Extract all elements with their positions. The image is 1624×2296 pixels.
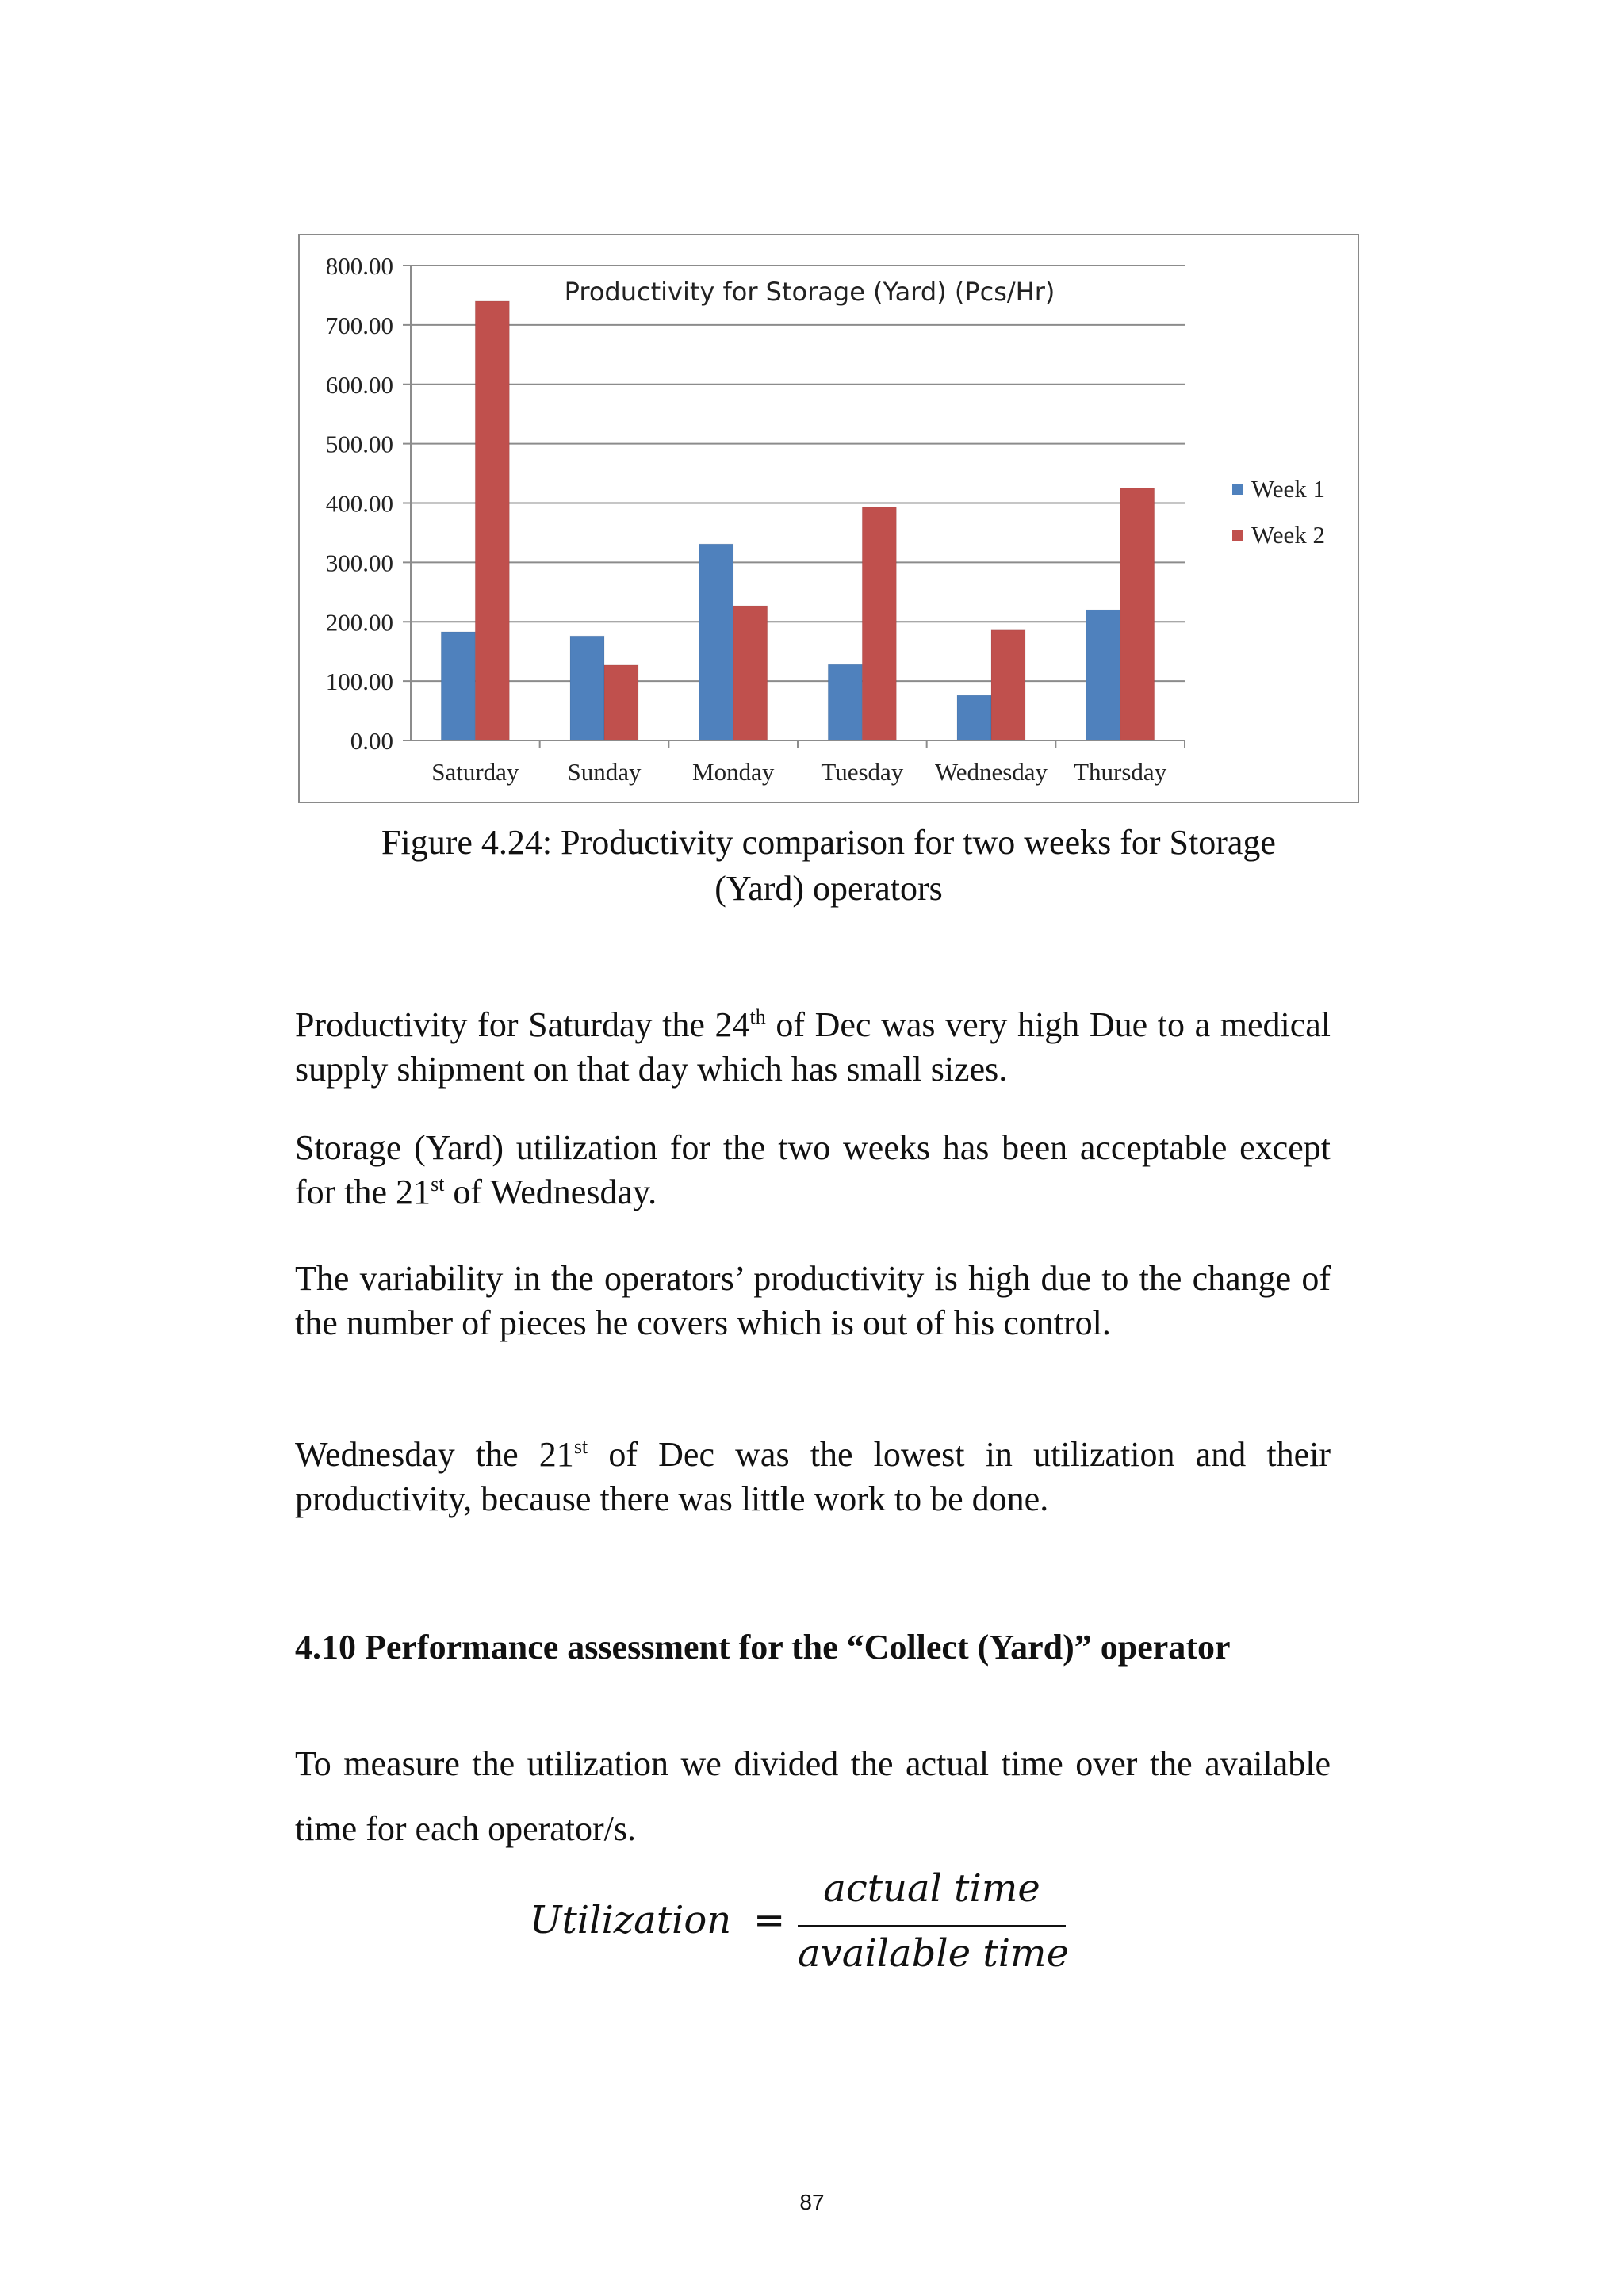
y-tick-label: 500.00 xyxy=(325,430,393,458)
bars xyxy=(441,301,1154,740)
x-category-label: Monday xyxy=(692,758,775,786)
bar-week-2-sunday xyxy=(604,665,638,740)
p1-text-a: Productivity for Saturday the 24 xyxy=(295,1005,750,1044)
axes xyxy=(403,266,1185,748)
bar-week-2-monday xyxy=(733,606,768,740)
p4-text-a: Wednesday the 21 xyxy=(295,1435,574,1474)
section-heading: 4.10 Performance assessment for the “Collect (Yard)” operator xyxy=(295,1628,1231,1667)
x-category-label: Thursday xyxy=(1074,758,1167,786)
p2-superscript: st xyxy=(431,1173,445,1196)
p1-text-b: of Dec was very high Due to a medical supply shipment on that day which has small sizes. xyxy=(295,1005,1331,1089)
paragraph-wednesday xyxy=(295,1433,1331,1521)
p4-superscript: st xyxy=(573,1435,588,1458)
figure-caption xyxy=(298,820,1359,912)
formula-denominator: available time xyxy=(798,1931,1069,1976)
y-tick-label: 200.00 xyxy=(325,608,393,637)
y-tick-label: 400.00 xyxy=(325,489,393,518)
x-category-label: Tuesday xyxy=(821,758,904,786)
formula-lhs: Utilization xyxy=(530,1898,732,1942)
y-tick-labels xyxy=(326,252,393,755)
bar-week-1-tuesday xyxy=(828,664,862,740)
bar-week-1-monday xyxy=(699,544,733,740)
bar-week-1-thursday xyxy=(1086,610,1120,740)
y-tick-label: 700.00 xyxy=(325,311,393,339)
paragraph-utilization xyxy=(295,1126,1331,1215)
y-tick-label: 0.00 xyxy=(350,727,393,755)
bar-week-1-sunday xyxy=(570,636,604,740)
formula-equals: = xyxy=(753,1898,786,1942)
y-tick-label: 600.00 xyxy=(325,370,393,399)
x-category-label: Wednesday xyxy=(934,758,1048,786)
legend-swatch xyxy=(1232,530,1243,541)
legend-label: Week 1 xyxy=(1251,475,1326,503)
paragraph-saturday xyxy=(295,1003,1331,1092)
legend xyxy=(1232,475,1325,549)
x-category-label: Sunday xyxy=(567,758,642,786)
bar-week-2-tuesday xyxy=(862,507,896,740)
x-category-label: Saturday xyxy=(431,758,519,786)
bar-week-2-thursday xyxy=(1120,488,1155,740)
gridlines xyxy=(411,266,1185,681)
p4-text-b: of Dec was the lowest in utilization and their productivity, because there was little work to be done. xyxy=(295,1435,1331,1518)
chart-frame xyxy=(298,234,1359,803)
formula-numerator: actual time xyxy=(823,1866,1040,1911)
chart-title: Productivity for Storage (Yard) (Pcs/Hr) xyxy=(564,277,1055,307)
bar-week-1-saturday xyxy=(441,632,475,740)
caption-line-2: (Yard) operators xyxy=(714,869,943,908)
productivity-bar-chart xyxy=(300,235,1358,802)
bar-week-2-saturday xyxy=(475,301,509,740)
bar-week-2-wednesday xyxy=(991,630,1025,740)
p2-text-b: of Wednesday. xyxy=(444,1173,657,1211)
p1-superscript: th xyxy=(749,1005,766,1028)
p2-text-a: Storage (Yard) utilization for the two weeks has been acceptable except for the 21 xyxy=(295,1128,1331,1211)
x-category-labels xyxy=(431,758,1166,786)
fraction-bar xyxy=(798,1925,1066,1927)
page-number: 87 xyxy=(799,2190,825,2214)
utilization-formula xyxy=(523,1855,1126,1990)
legend-swatch xyxy=(1232,484,1243,495)
paragraph-measure-intro: To measure the utilization we divided the actual time over the available time for each operator/s. xyxy=(295,1744,1331,1848)
y-tick-label: 300.00 xyxy=(325,549,393,577)
caption-line-1: Figure 4.24: Productivity comparison for two weeks for Storage xyxy=(381,823,1276,862)
bar-week-1-wednesday xyxy=(957,695,991,740)
y-tick-label: 100.00 xyxy=(325,668,393,696)
y-tick-label: 800.00 xyxy=(325,252,393,280)
paragraph-variability: The variability in the operators’ productivity is high due to the change of the number of pieces he covers which is out of his control. xyxy=(295,1259,1331,1342)
legend-label: Week 2 xyxy=(1251,521,1326,549)
